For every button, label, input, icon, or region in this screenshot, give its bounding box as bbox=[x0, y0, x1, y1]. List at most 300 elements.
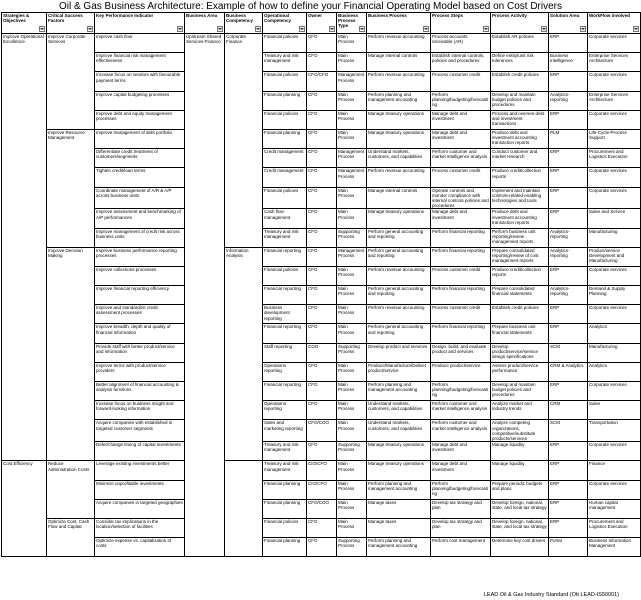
filter-dropdown-icon[interactable] bbox=[423, 26, 429, 32]
kpi-cell: Improve assessment and benchmarking of A/P performances bbox=[95, 209, 185, 228]
process-activity-cell: Establish AR policies bbox=[491, 34, 549, 53]
table-row bbox=[2, 420, 641, 442]
process-type-cell: Main Process bbox=[337, 480, 367, 499]
operational-competency-cell: Financial reporting bbox=[263, 324, 307, 343]
filter-dropdown-icon[interactable] bbox=[299, 26, 305, 32]
critical-success-factor-cell: Improve Corporate Services bbox=[47, 34, 95, 130]
workflow-cell: Human capital management bbox=[588, 499, 641, 518]
owner-cell: CFO bbox=[307, 538, 337, 557]
owner-cell: CFO bbox=[307, 129, 337, 148]
process-steps-cell: Manage debt and investment bbox=[431, 129, 491, 148]
process-type-cell: Management Process bbox=[337, 72, 367, 91]
business-competency-cell: Information Analysis bbox=[225, 247, 263, 461]
column-header bbox=[588, 13, 641, 34]
owner-cell: CFO/CFO bbox=[307, 72, 337, 91]
column-header-label: Business Process bbox=[368, 13, 407, 18]
owner-cell: CFO/COO bbox=[307, 420, 337, 442]
business-process-cell: Perform general accounting and reporting bbox=[367, 228, 431, 247]
process-type-cell: Main Process bbox=[337, 266, 367, 285]
kpi-cell: Improve and standardize credit assessment processes bbox=[95, 305, 185, 324]
solution-area-cell: ERP bbox=[549, 518, 588, 537]
kpi-cell: Acquire companies in targeted geographies bbox=[95, 499, 185, 518]
workflow-cell: Corporate services bbox=[588, 187, 641, 209]
process-type-cell: Supporting Process bbox=[337, 442, 367, 461]
business-process-cell: Develop product and services bbox=[367, 343, 431, 362]
filter-dropdown-icon[interactable] bbox=[633, 26, 639, 32]
workflow-cell: Corporate services bbox=[588, 72, 641, 91]
process-activity-cell: Determine key cost drivers bbox=[491, 538, 549, 557]
process-type-cell: Main Process bbox=[337, 362, 367, 381]
solution-area-cell: ERP bbox=[549, 209, 588, 228]
kpi-cell: Provide staff with better product/service and information bbox=[95, 343, 185, 362]
header-row bbox=[2, 13, 641, 34]
workflow-cell: Corporate services bbox=[588, 480, 641, 499]
kpi-cell: Minimize unprofitable investments bbox=[95, 480, 185, 499]
table-row bbox=[2, 72, 641, 91]
business-process-cell: Perform revenue accounting bbox=[367, 266, 431, 285]
kpi-cell: Increase focus on vendors with favourable payment terms bbox=[95, 72, 185, 91]
business-process-cell: Understand markets, customers, and capabilities bbox=[367, 149, 431, 168]
owner-cell: CFO bbox=[307, 518, 337, 537]
process-type-cell: Management Process bbox=[337, 168, 367, 187]
owner-cell: CFO bbox=[307, 91, 337, 110]
business-process-cell: Manage treasury operations bbox=[367, 110, 431, 129]
solution-area-cell: Portal bbox=[549, 538, 588, 557]
kpi-cell: Coordinate management of A/R & A/P across business units bbox=[95, 187, 185, 209]
process-steps-cell: Process customer credit bbox=[431, 168, 491, 187]
table-row bbox=[2, 34, 641, 53]
operational-competency-cell: Financial policies bbox=[263, 518, 307, 537]
kpi-cell: Improve debt and equity management processes bbox=[95, 110, 185, 129]
process-activity-cell: Conduct customer and market research bbox=[491, 149, 549, 168]
operational-competency-cell: Financial policies bbox=[263, 34, 307, 53]
workflow-cell: Corporate services bbox=[588, 382, 641, 401]
process-activity-cell: Produce credit/collection reports bbox=[491, 168, 549, 187]
process-activity-cell: Assess product/service performance bbox=[491, 362, 549, 381]
table-row bbox=[2, 538, 641, 557]
business-process-cell: Manage taxes bbox=[367, 499, 431, 518]
solution-area-cell: ERP bbox=[549, 110, 588, 129]
kpi-cell: Improve business performance reporting processes bbox=[95, 247, 185, 266]
process-activity-cell: Produce credit/collection reports bbox=[491, 266, 549, 285]
table-row bbox=[2, 461, 641, 480]
process-type-cell: Main Process bbox=[337, 382, 367, 401]
table-row bbox=[2, 110, 641, 129]
business-process-cell: Manage treasury operations bbox=[367, 209, 431, 228]
column-header bbox=[95, 13, 185, 34]
solution-area-cell: ERP bbox=[549, 149, 588, 168]
process-steps-cell: Operate controls and monitor compliance with internal controls policies and procedures bbox=[432, 187, 489, 209]
filter-dropdown-icon[interactable] bbox=[541, 26, 547, 32]
kpi-cell: Acquire companies with established in targeted customer segments bbox=[95, 420, 185, 442]
process-activity-cell: Produce debt and investment accounting transaction reports bbox=[491, 129, 549, 148]
column-header-label: Business Competency bbox=[226, 13, 254, 24]
solution-area-cell: ERP bbox=[549, 499, 588, 518]
table-row bbox=[2, 168, 641, 187]
workflow-cell: Sales bbox=[588, 401, 641, 420]
operational-competency-cell: Financial policies bbox=[263, 266, 307, 285]
column-header-label: Process Steps bbox=[432, 13, 464, 18]
owner-cell: CFO/COO bbox=[307, 499, 337, 518]
owner-cell: CFO bbox=[307, 110, 337, 129]
table-row bbox=[2, 266, 641, 285]
process-steps-cell: Perform planning/budgeting/forecasting bbox=[431, 382, 491, 401]
solution-area-cell: CRM bbox=[549, 401, 588, 420]
column-header bbox=[367, 13, 431, 34]
owner-cell: CFO bbox=[307, 187, 337, 209]
process-type-cell: Main Process bbox=[337, 499, 367, 518]
kpi-cell: Consider tax implications in the location/selection of facilities bbox=[95, 518, 185, 537]
column-header-label: Process Activity bbox=[492, 13, 527, 18]
business-process-cell: Manage internal controls bbox=[367, 187, 431, 209]
business-process-cell: Produce/Manufacture/Deliver product/service bbox=[367, 362, 431, 381]
process-type-cell: Main Process bbox=[337, 110, 367, 129]
business-architecture-table bbox=[1, 12, 641, 557]
process-activity-cell: Analyze competing organizations, competitive/substitute products/services bbox=[491, 420, 549, 442]
solution-area-cell: Business Intelligence bbox=[549, 53, 588, 72]
filter-dropdown-icon[interactable] bbox=[329, 26, 335, 32]
critical-success-factor-cell: Improve Decision Making bbox=[47, 247, 95, 461]
workflow-cell: Manufacturing bbox=[588, 228, 641, 247]
operational-competency-cell: Treasury and risk management bbox=[263, 442, 307, 461]
solution-area-cell: Analytics-reporting bbox=[549, 228, 588, 247]
operational-competency-cell: Sales and marketing reporting bbox=[263, 420, 307, 442]
business-process-cell: Perform revenue accounting bbox=[367, 34, 431, 53]
business-process-cell: Perform planning and management accounting bbox=[367, 382, 431, 401]
process-activity-cell: Develop foreign, national, state, and local tax strategy bbox=[491, 499, 549, 518]
solution-area-cell: ERP bbox=[549, 168, 588, 187]
operational-competency-cell: Treasury and risk management bbox=[263, 53, 307, 72]
operational-competency-cell: Financial planning bbox=[263, 538, 307, 557]
business-competency-cell bbox=[225, 461, 263, 557]
workflow-cell: Finance bbox=[588, 461, 641, 480]
solution-area-cell: ERP bbox=[549, 72, 588, 91]
process-steps-cell: Develop tax strategy and plan bbox=[431, 518, 491, 537]
solution-area-cell: Analytics-reporting bbox=[549, 247, 588, 266]
solution-area-cell: SCM bbox=[549, 420, 588, 442]
kpi-cell: Improve financial risk management effectiveness bbox=[95, 53, 185, 72]
operational-competency-cell: Staff reporting bbox=[263, 343, 307, 362]
operational-competency-cell: Operations reporting bbox=[263, 401, 307, 420]
process-activity-cell: Produce debt and investment accounting transaction reports bbox=[491, 209, 549, 228]
process-activity-cell: Analyze market and industry trends bbox=[491, 401, 549, 420]
operational-competency-cell: Financial reporting bbox=[263, 247, 307, 266]
process-type-cell: Main Process bbox=[337, 53, 367, 72]
process-activity-cell: Prepare business unit financial statements bbox=[491, 324, 549, 343]
workflow-cell: Analytics bbox=[588, 362, 641, 381]
business-process-cell: Perform general accounting and reporting bbox=[367, 247, 431, 266]
workflow-cell: Corporate services bbox=[588, 266, 641, 285]
filter-dropdown-icon[interactable] bbox=[177, 26, 183, 32]
workflow-cell: Sales and Service bbox=[588, 209, 641, 228]
process-steps-cell: Manage debt and investment bbox=[431, 209, 491, 228]
workflow-cell: Corporate services bbox=[588, 110, 641, 129]
column-header bbox=[47, 13, 95, 34]
kpi-cell: Increase focus on business insight and forward-looking information bbox=[95, 401, 185, 420]
business-process-cell: Perform planning and management accounting bbox=[367, 538, 431, 557]
workflow-cell: Procurement and Logistics Execution bbox=[588, 518, 641, 537]
workflow-cell: Corporate services bbox=[588, 305, 641, 324]
process-type-cell: Management Process bbox=[337, 149, 367, 168]
business-process-cell: Perform planning and management accounting bbox=[367, 91, 431, 110]
process-steps-cell: Process customer credit bbox=[431, 266, 491, 285]
solution-area-cell: PLM bbox=[549, 129, 588, 148]
owner-cell: CFO bbox=[307, 168, 337, 187]
process-steps-cell: Perform planning/budgeting/forecasting bbox=[431, 91, 491, 110]
process-activity-cell: Develop and maintain budget policies and procedures bbox=[491, 91, 549, 110]
column-header-label: Business Area bbox=[186, 13, 218, 18]
operational-competency-cell: Financial policies bbox=[263, 72, 307, 91]
workflow-cell: Enterprise Services Architecture bbox=[588, 91, 641, 110]
owner-cell: CFO bbox=[307, 266, 337, 285]
owner-cell: CFO bbox=[307, 209, 337, 228]
business-process-cell: Manage treasury operations bbox=[367, 442, 431, 461]
solution-area-cell: ERP bbox=[549, 305, 588, 324]
process-activity-cell: Develop foreign, national, state, and local tax strategy bbox=[491, 518, 549, 537]
column-header bbox=[185, 13, 225, 34]
owner-cell: CFO bbox=[307, 149, 337, 168]
table-row bbox=[2, 480, 641, 499]
table-row bbox=[2, 343, 641, 362]
critical-success-factor-cell: Optimize Cost, Cash Flow and Capital bbox=[47, 518, 95, 556]
process-activity-cell: Establish credit policies bbox=[491, 72, 549, 91]
kpi-cell: Improve financial reporting efficiency bbox=[95, 286, 185, 305]
business-process-cell: Perform revenue accounting bbox=[367, 305, 431, 324]
workflow-cell: Enterprise Services Architecture bbox=[588, 53, 641, 72]
kpi-cell: Improve management of credit risk across business units bbox=[95, 228, 185, 247]
filter-dropdown-icon[interactable] bbox=[217, 26, 223, 32]
kpi-cell: Improve breadth, depth and quality of financial information bbox=[95, 324, 185, 343]
workflow-cell: Product/service Development and Manufacturing bbox=[588, 247, 641, 266]
process-activity-cell: Establish credit policies bbox=[491, 305, 549, 324]
column-header-label: Critical Success Factors bbox=[48, 13, 83, 24]
process-activity-cell: Implement and maintain controls-related enabling technologies and tools bbox=[491, 187, 549, 209]
workflow-cell: Analytics bbox=[588, 324, 641, 343]
kpi-cell: Leverage existing investments better bbox=[95, 461, 185, 480]
process-steps-cell: Design, build, and evaluate product and services bbox=[431, 343, 491, 362]
filter-dropdown-icon[interactable] bbox=[359, 26, 365, 32]
process-type-cell: Main Process bbox=[337, 34, 367, 53]
workflow-cell: Corporate services bbox=[588, 34, 641, 53]
process-type-cell: Main Process bbox=[337, 324, 367, 343]
column-header-label: Key Performance Indicator bbox=[96, 13, 154, 18]
strategy-cell: Cost Efficiency bbox=[2, 461, 47, 557]
operational-competency-cell: Financial planning bbox=[263, 91, 307, 110]
table-row bbox=[2, 187, 641, 209]
process-steps-cell: Manage debt and investment bbox=[431, 461, 491, 480]
operational-competency-cell: Financial policies bbox=[263, 187, 307, 209]
process-steps-cell: Manage debt and investment bbox=[431, 442, 491, 461]
owner-cell: CFO bbox=[307, 362, 337, 381]
owner-cell: CFO bbox=[307, 228, 337, 247]
business-process-cell: Perform planning and management accounting bbox=[367, 480, 431, 499]
solution-area-cell: SCM bbox=[549, 343, 588, 362]
business-process-cell: Manage internal controls bbox=[367, 53, 431, 72]
business-process-cell: Manage taxes bbox=[367, 518, 431, 537]
process-steps-cell: Process accounts receivable (AR) bbox=[431, 34, 491, 53]
business-process-cell: Perform revenue accounting bbox=[367, 168, 431, 187]
table-row bbox=[2, 518, 641, 537]
process-steps-cell: Perform financial reporting bbox=[431, 228, 491, 247]
table-row bbox=[2, 149, 641, 168]
business-process-cell: Manage treasury operations bbox=[367, 129, 431, 148]
process-activity-cell: Manage liquidity bbox=[491, 461, 549, 480]
critical-success-factor-cell: Improve Resource Management bbox=[47, 129, 95, 247]
kpi-cell: Defer/change timing of capital investments bbox=[95, 442, 185, 461]
column-header bbox=[337, 13, 367, 34]
process-type-cell: Main Process bbox=[337, 286, 367, 305]
solution-area-cell: CRM & Analytics bbox=[549, 362, 588, 381]
operational-competency-cell: Business development reporting bbox=[263, 305, 307, 324]
solution-area-cell: ERP bbox=[549, 324, 588, 343]
process-activity-cell: Process and oversee debt and investment transactions bbox=[491, 110, 549, 129]
solution-area-cell: Analytics-reporting bbox=[549, 91, 588, 110]
solution-area-cell: Analytics-reporting bbox=[549, 286, 588, 305]
table-row bbox=[2, 91, 641, 110]
business-competency-cell: Corporate Finance bbox=[225, 34, 263, 248]
process-steps-cell: Process customer credit bbox=[431, 305, 491, 324]
process-activity-cell: Prepare consolidated financial statements bbox=[491, 286, 549, 305]
filter-dropdown-icon[interactable] bbox=[39, 26, 45, 32]
column-header-label: Strategies & Objectives bbox=[3, 13, 30, 24]
owner-cell: CFO bbox=[307, 286, 337, 305]
process-steps-cell: Perform cost management bbox=[431, 538, 491, 557]
business-process-cell: Perform revenue accounting bbox=[367, 72, 431, 91]
business-process-cell: Manage treasury operations bbox=[367, 461, 431, 480]
solution-area-cell: ERP bbox=[549, 266, 588, 285]
column-header-label: Solution Area bbox=[550, 13, 580, 18]
filter-dropdown-icon[interactable] bbox=[580, 26, 586, 32]
process-steps-cell: Perform financial reporting bbox=[431, 247, 491, 266]
table-row bbox=[2, 209, 641, 228]
owner-cell: CFO bbox=[307, 247, 337, 266]
process-type-cell: Main Process bbox=[337, 187, 367, 209]
filter-dropdown-icon[interactable] bbox=[483, 26, 489, 32]
operational-competency-cell: Financial reporting bbox=[263, 382, 307, 401]
page-title: Oil & Gas Business Architecture: Example of how to define your Financial Operating Model based on Cost Drivers bbox=[58, 1, 563, 12]
table-row bbox=[2, 362, 641, 381]
workflow-cell: Transportation bbox=[588, 420, 641, 442]
table-row bbox=[2, 442, 641, 461]
owner-cell: CFO bbox=[307, 442, 337, 461]
column-header bbox=[491, 13, 549, 34]
column-header bbox=[263, 13, 307, 34]
kpi-cell: Improve terms with product/service providers bbox=[95, 362, 185, 381]
operational-competency-cell: Operations reporting bbox=[263, 362, 307, 381]
operational-competency-cell: Financial planning bbox=[263, 499, 307, 518]
workflow-cell: Demand & Supply Planning bbox=[588, 286, 641, 305]
column-header-label: WorkFlow involved bbox=[589, 13, 630, 18]
process-steps-cell: Manage debt and investment bbox=[431, 110, 491, 129]
owner-cell: CFO bbox=[307, 53, 337, 72]
table-body bbox=[2, 34, 641, 557]
workflow-cell: Manufacturing bbox=[588, 343, 641, 362]
footer-note: LEAD Oil & Gas Industry Standard (Ott LEAD-IS50001) bbox=[483, 592, 619, 598]
table-row bbox=[2, 382, 641, 401]
process-steps-cell: Perform financial reporting bbox=[431, 286, 491, 305]
owner-cell: COO bbox=[307, 343, 337, 362]
business-process-cell: Understand markets, customers, and capabilities bbox=[367, 401, 431, 420]
workflow-cell: Procurement and Logistics Execution bbox=[588, 149, 641, 168]
owner-cell: CFO bbox=[307, 324, 337, 343]
kpi-cell: Differentiate credit treatment of customers/segments bbox=[95, 149, 185, 168]
filter-dropdown-icon[interactable] bbox=[87, 26, 93, 32]
process-type-cell: Main Process bbox=[337, 461, 367, 480]
process-steps-cell: Perform customer and market intelligence analysis bbox=[431, 420, 491, 442]
kpi-cell: Optimize expense vs. capitalization of costs bbox=[95, 538, 185, 557]
table-row bbox=[2, 324, 641, 343]
process-type-cell: Main Process bbox=[337, 305, 367, 324]
operational-competency-cell: Financial policies bbox=[263, 110, 307, 129]
owner-cell: CIO/CFO bbox=[307, 461, 337, 480]
solution-area-cell: ERP bbox=[549, 480, 588, 499]
process-activity-cell: Prepare consolidated reporting/review of cost management reports bbox=[491, 247, 549, 266]
owner-cell: CFO bbox=[307, 401, 337, 420]
operational-competency-cell: Financial reporting bbox=[263, 286, 307, 305]
table-row bbox=[2, 286, 641, 305]
operational-competency-cell: Financial planning bbox=[263, 480, 307, 499]
workflow-cell: Corporate services bbox=[588, 168, 641, 187]
column-header-label: Business Process Type bbox=[338, 13, 359, 29]
process-type-cell: Main Process bbox=[337, 129, 367, 148]
solution-area-cell: ERP bbox=[549, 382, 588, 401]
process-steps-cell: Perform customer and market intelligence analysis bbox=[431, 149, 491, 168]
process-steps-cell: Establish internal controls, policies and procedures bbox=[431, 53, 491, 72]
owner-cell: CFO bbox=[307, 382, 337, 401]
table-row bbox=[2, 247, 641, 266]
kpi-cell: Improve cash flow bbox=[95, 34, 185, 53]
solution-area-cell: ERP bbox=[549, 187, 588, 209]
strategy-cell: Improve Operational Excellence bbox=[2, 34, 47, 461]
process-steps-cell: Produce product/service bbox=[431, 362, 491, 381]
column-header-label: Owner bbox=[308, 13, 323, 18]
table-row bbox=[2, 305, 641, 324]
business-area-cell: Upstream Shared Services-Finance bbox=[185, 34, 225, 557]
solution-area-cell: ERP bbox=[549, 442, 588, 461]
solution-area-cell: ERP bbox=[549, 34, 588, 53]
business-process-cell: Perform general accounting and reporting bbox=[367, 286, 431, 305]
column-header bbox=[225, 13, 263, 34]
table-row bbox=[2, 499, 641, 518]
operational-competency-cell: Credit management bbox=[263, 149, 307, 168]
kpi-cell: Better alignment of financial accounting & analysis functions bbox=[95, 382, 185, 401]
process-steps-cell: Develop tax strategy and plan bbox=[431, 499, 491, 518]
process-activity-cell: Develop product/service/service design specifications bbox=[491, 343, 549, 362]
table-row bbox=[2, 401, 641, 420]
process-steps-cell: Perform financial reporting bbox=[431, 324, 491, 343]
solution-area-cell: ERP bbox=[549, 461, 588, 480]
process-steps-cell: Perform planning/budgeting/forecasting bbox=[431, 480, 491, 499]
operational-competency-cell: Treasury and risk management bbox=[263, 461, 307, 480]
operational-competency-cell: Treasury and risk management bbox=[263, 228, 307, 247]
column-header-label: Operational Competency bbox=[264, 13, 292, 24]
process-type-cell: Management Process bbox=[337, 247, 367, 266]
workflow-cell: Life-Cycle-Process Support bbox=[588, 129, 641, 148]
filter-dropdown-icon[interactable] bbox=[255, 26, 261, 32]
operational-competency-cell: Cash flow management bbox=[263, 209, 307, 228]
critical-success-factor-cell: Reduce Administration Costs bbox=[47, 461, 95, 519]
owner-cell: CIO/CFO bbox=[307, 480, 337, 499]
column-header bbox=[431, 13, 491, 34]
table-row bbox=[2, 228, 641, 247]
process-activity-cell: Manage liquidity bbox=[491, 442, 549, 461]
process-activity-cell: Perform business unit reporting/review management reports bbox=[491, 228, 549, 247]
process-type-cell: Main Process bbox=[337, 209, 367, 228]
table-row bbox=[2, 129, 641, 148]
business-process-cell: Understand markets, customers, and capabilities bbox=[367, 420, 431, 442]
operational-competency-cell: Financial planning bbox=[263, 129, 307, 148]
kpi-cell: Improve collections processes bbox=[95, 266, 185, 285]
